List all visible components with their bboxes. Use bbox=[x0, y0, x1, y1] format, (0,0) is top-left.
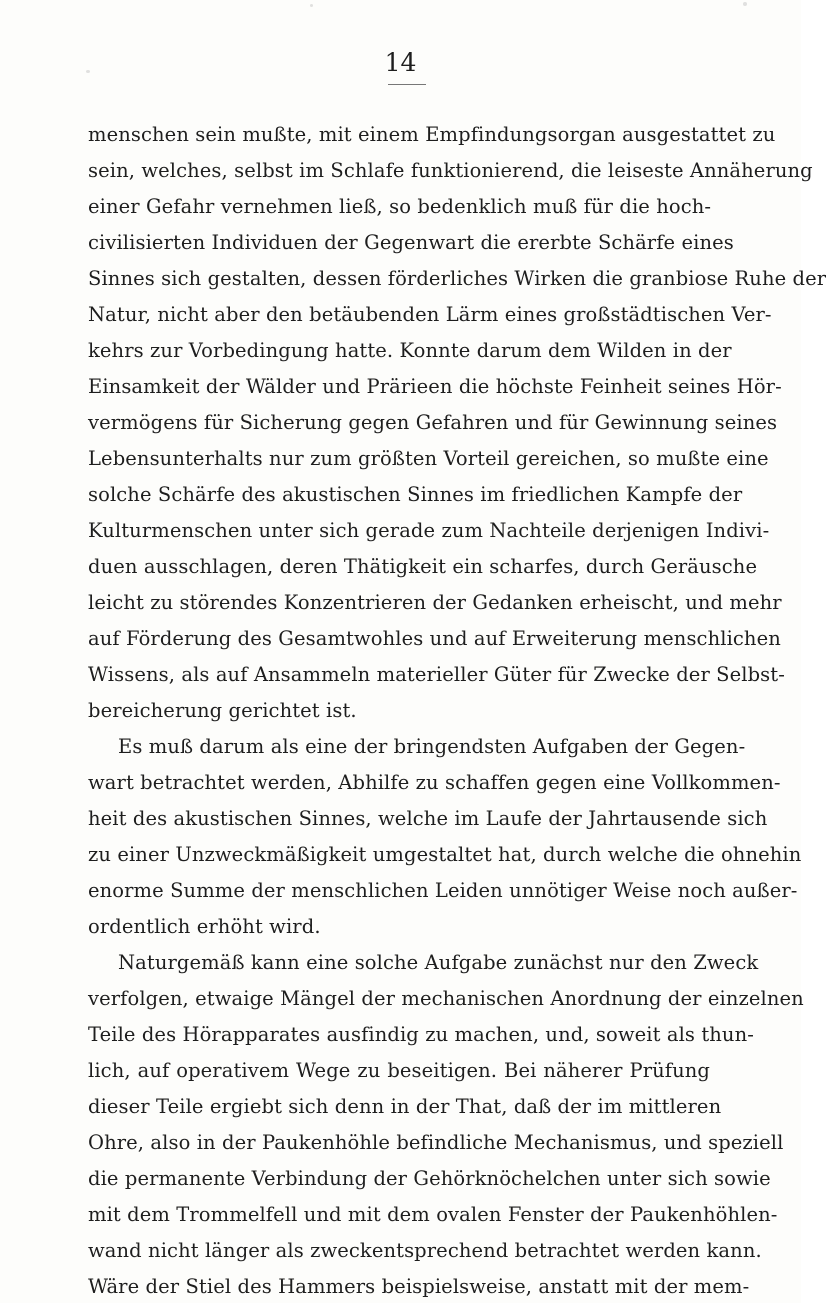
text-line: dieser Teile ergiebt sich denn in der That, daß der im mittleren bbox=[88, 1095, 722, 1118]
text-line: Wissens, als auf Ansammeln materieller Güter für Zwecke der Selbst- bbox=[88, 663, 785, 686]
text-line: Es muß darum als eine der bringendsten Aufgaben der Gegen- bbox=[118, 735, 746, 758]
text-line: mit dem Trommelfell und mit dem ovalen Fenster der Paukenhöhlen- bbox=[88, 1203, 778, 1226]
text-line: Einsamkeit der Wälder und Prärieen die höchste Feinheit seines Hör- bbox=[88, 375, 782, 398]
text-line: Teile des Hörapparates ausfindig zu machen, und, soweit als thun- bbox=[88, 1023, 754, 1046]
text-line: lich, auf operativem Wege zu beseitigen. Bei näherer Prüfung bbox=[88, 1059, 710, 1082]
text-line: heit des akustischen Sinnes, welche im Laufe der Jahrtausende sich bbox=[88, 807, 768, 830]
text-line: Natur, nicht aber den betäubenden Lärm eines großstädtischen Ver- bbox=[88, 303, 772, 326]
text-line: wart betrachtet werden, Abhilfe zu schaffen gegen eine Vollkommen- bbox=[88, 771, 781, 794]
text-line: Wäre der Stiel des Hammers beispielsweise, anstatt mit der mem- bbox=[88, 1275, 750, 1298]
text-line: solche Schärfe des akustischen Sinnes im friedlichen Kampfe der bbox=[88, 483, 743, 506]
text-line: ordentlich erhöht wird. bbox=[88, 915, 321, 938]
text-line: Sinnes sich gestalten, dessen förderliches Wirken die granbiose Ruhe der bbox=[88, 267, 826, 290]
text-line: wand nicht länger als zweckentsprechend betrachtet werden kann. bbox=[88, 1239, 762, 1262]
text-line: civilisierten Individuen der Gegenwart die ererbte Schärfe eines bbox=[88, 231, 734, 254]
text-line: auf Förderung des Gesamtwohles und auf Erweiterung menschlichen bbox=[88, 627, 781, 650]
text-line: die permanente Verbindung der Gehörknöchelchen unter sich sowie bbox=[88, 1167, 771, 1190]
text-line: Ohre, also in der Paukenhöhle befindliche Mechanismus, und speziell bbox=[88, 1131, 784, 1154]
text-line: duen ausschlagen, deren Thätigkeit ein scharfes, durch Geräusche bbox=[88, 555, 758, 578]
text-line: bereicherung gerichtet ist. bbox=[88, 699, 357, 722]
text-line: leicht zu störendes Konzentrieren der Gedanken erheischt, und mehr bbox=[88, 591, 782, 614]
page-number: 14 bbox=[384, 48, 417, 77]
text-line: Kulturmenschen unter sich gerade zum Nachteile derjenigen Indivi- bbox=[88, 519, 770, 542]
text-line: Lebensunterhalts nur zum größten Vorteil gereichen, so mußte eine bbox=[88, 447, 769, 470]
text-line: enorme Summe der menschlichen Leiden unnötiger Weise noch außer- bbox=[88, 879, 798, 902]
text-line: verfolgen, etwaige Mängel der mechanischen Anordnung der einzelnen bbox=[88, 987, 804, 1010]
header-rule bbox=[388, 84, 426, 85]
text-line: Naturgemäß kann eine solche Aufgabe zunächst nur den Zweck bbox=[118, 951, 759, 974]
text-line: einer Gefahr vernehmen ließ, so bedenklich muß für die hoch- bbox=[88, 195, 712, 218]
text-line: kehrs zur Vorbedingung hatte. Konnte darum dem Wilden in der bbox=[88, 339, 732, 362]
paper-speck bbox=[310, 4, 313, 7]
text-line: menschen sein mußte, mit einem Empfindungsorgan ausgestattet zu bbox=[88, 123, 776, 146]
paper-speck bbox=[743, 2, 747, 6]
text-line: sein, welches, selbst im Schlafe funktionierend, die leiseste Annäherung bbox=[88, 159, 813, 182]
text-line: zu einer Unzweckmäßigkeit umgestaltet hat, durch welche die ohnehin bbox=[88, 843, 802, 866]
text-line: vermögens für Sicherung gegen Gefahren und für Gewinnung seines bbox=[88, 411, 778, 434]
